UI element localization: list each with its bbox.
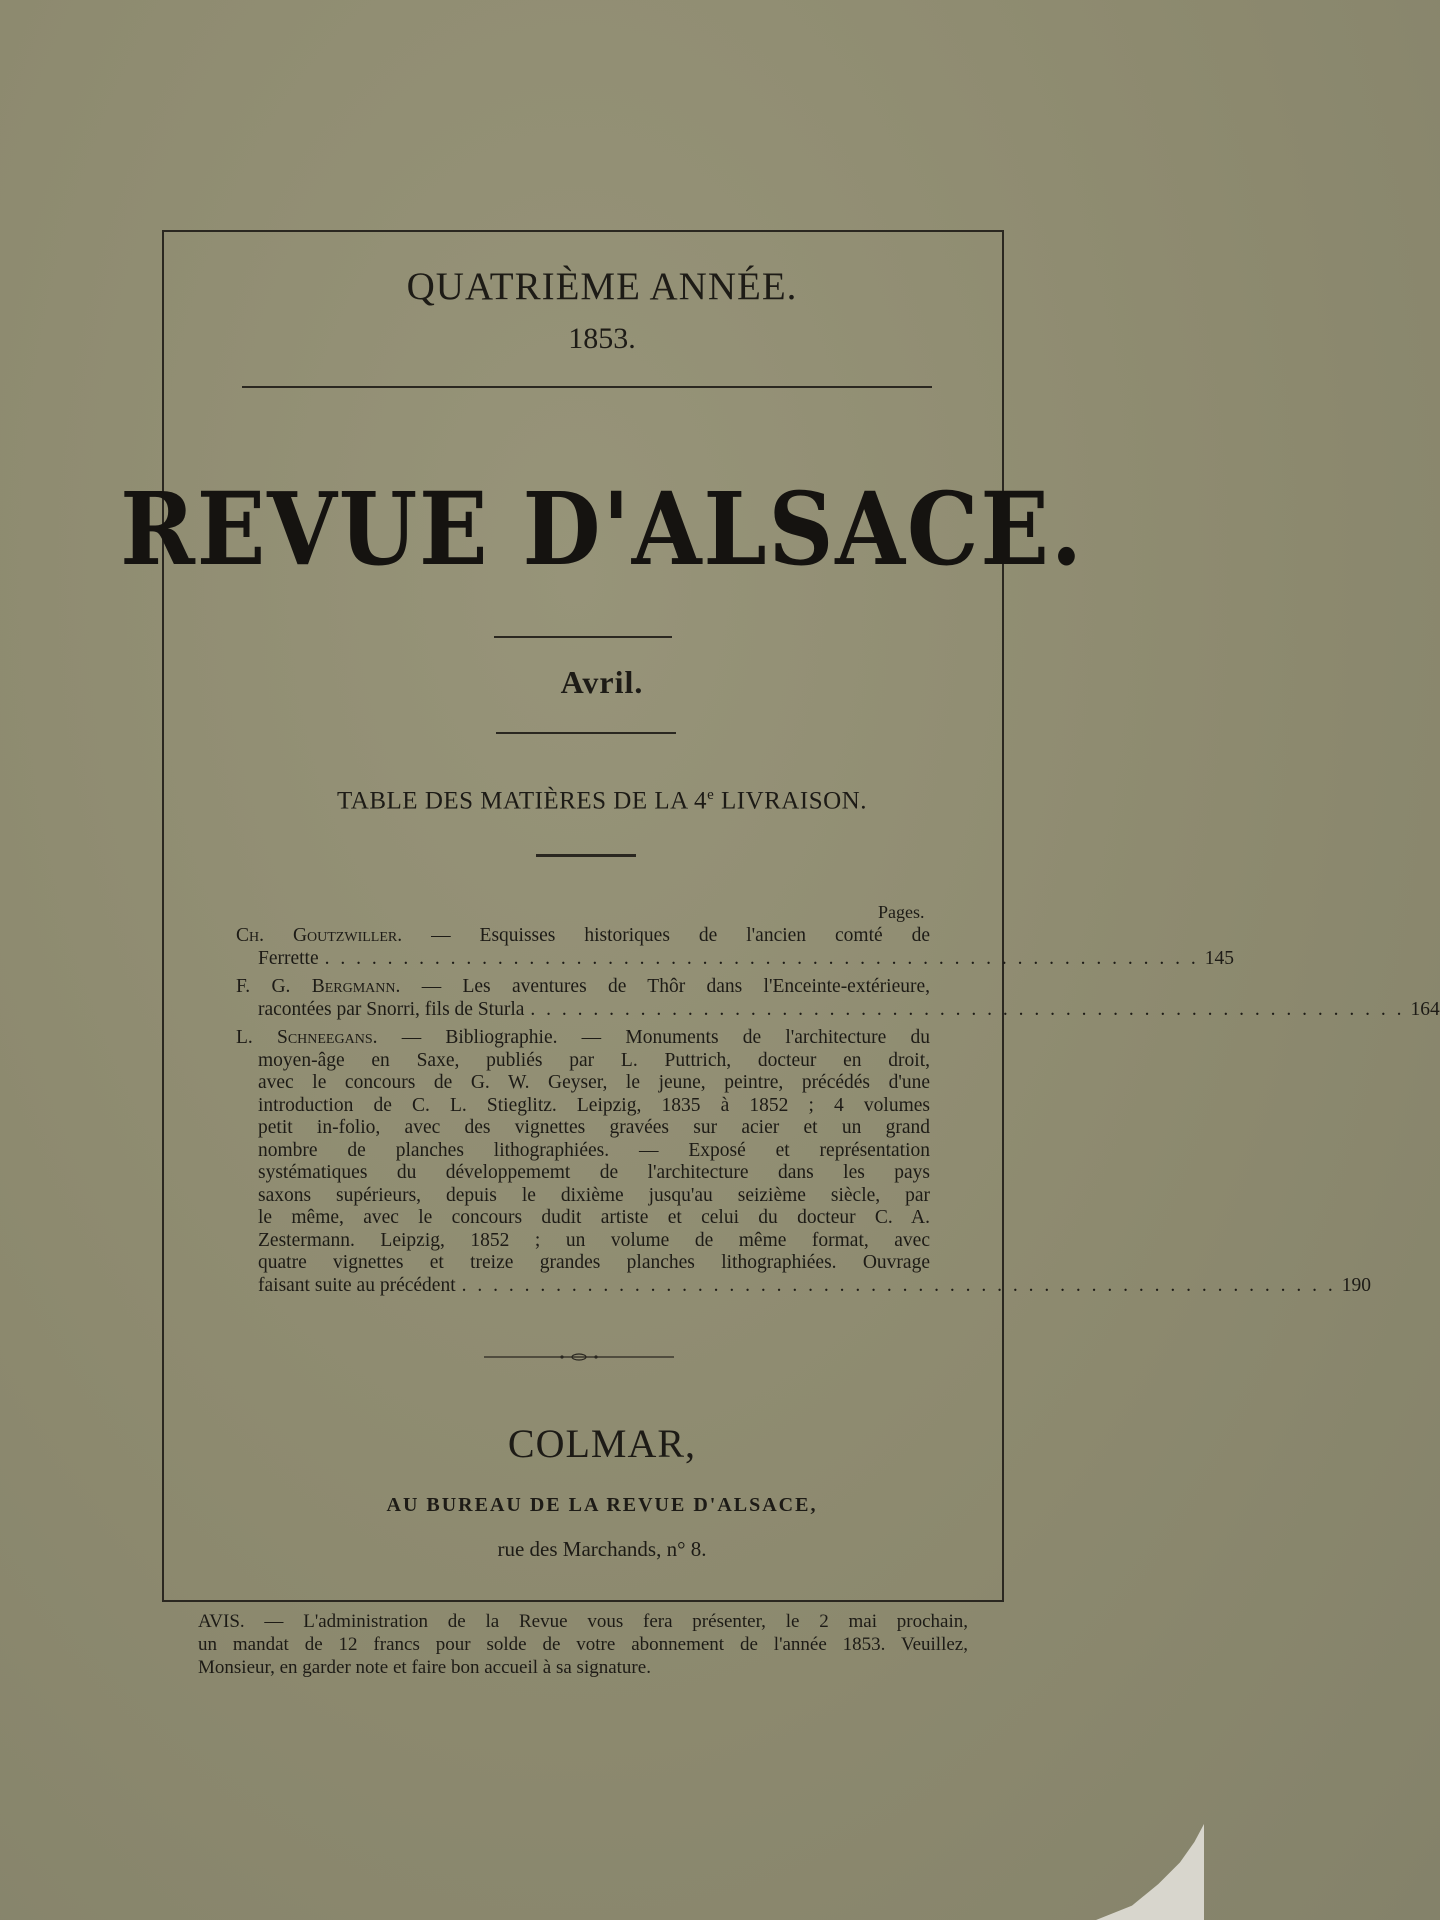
leader-dots: . . . . . . . . . . . . . . . . . . . . . . . . . . . . . . . . . . . . . . . . . . . . . . . . . . . . . . . .	[461, 1274, 1336, 1296]
toc-entry-author: L. Schneegans.	[236, 1027, 378, 1048]
toc-entry-text: — Les aventures de Thôr dans l'Enceinte-extérieure,	[421, 976, 931, 997]
toc-entry-text: le même, avec le concours dudit artiste et celui du docteur C. A.	[258, 1207, 930, 1228]
toc-entry	[236, 1027, 1371, 1297]
toc-entry-text: petit in-folio, avec des vignettes gravées sur acier et un grand	[258, 1117, 930, 1138]
imprint-street: rue des Marchands, n° 8.	[497, 1537, 707, 1561]
subscription-notice	[198, 1610, 968, 1679]
ornament-divider	[484, 1352, 674, 1362]
toc-entry-text: — Esquisses historiques de l'ancien comté de	[431, 925, 931, 946]
year: 1853.	[568, 322, 636, 355]
notice-line: AVIS. — L'administration de la Revue vous fera présenter, le 2 mai prochain,	[198, 1611, 968, 1632]
toc-entry-text: quatre vignettes et treize grandes planches lithographiées. Ouvrage	[258, 1252, 930, 1273]
toc-entry-page: 190	[1341, 1274, 1371, 1296]
toc-entry-text: racontées par Snorri, fils de Sturla	[258, 998, 525, 1020]
journal-title: REVUE D'ALSACE.	[120, 470, 1084, 588]
toc-entry-author: Ch. Goutzwiller.	[236, 925, 403, 946]
toc-entry-text: faisant suite au précédent	[258, 1274, 456, 1296]
toc-entry	[236, 976, 1440, 1021]
toc-entry-text: Ferrette	[258, 947, 319, 969]
divider-below-toc-heading	[536, 854, 636, 857]
divider-below-month	[496, 732, 676, 734]
torn-corner	[1084, 1800, 1204, 1920]
leader-dots: . . . . . . . . . . . . . . . . . . . . . . . . . . . . . . . . . . . . . . . . . . . . . . . . . . . . . . . .	[530, 998, 1405, 1020]
notice-line: Monsieur, en garder note et faire bon accueil à sa signature.	[198, 1657, 651, 1678]
divider-above-month	[494, 636, 672, 638]
toc-entry-page: 164	[1410, 998, 1440, 1020]
toc-heading: TABLE DES MATIÈRES DE LA 4e LIVRAISON.	[337, 787, 867, 815]
toc-entry-text: Zestermann. Leipzig, 1852 ; un volume de même format, avec	[258, 1229, 930, 1251]
year-title: QUATRIÈME ANNÉE.	[406, 265, 798, 308]
toc-entry	[236, 925, 1235, 970]
toc-entry-text: introduction de C. L. Stieglitz. Leipzig, 1835 à 1852 ; 4 volumes	[258, 1094, 930, 1116]
divider-top	[242, 386, 932, 388]
toc-entry-text: systématiques du développememt de l'architecture dans les pays	[258, 1162, 930, 1183]
toc-entry-text: saxons supérieurs, depuis le dixième jusqu'au seizième siècle, par	[258, 1184, 930, 1206]
toc-entry-author: F. G. Bergmann.	[236, 976, 401, 997]
table-of-contents	[236, 925, 1440, 1303]
imprint-city: COLMAR,	[507, 1421, 697, 1466]
toc-entry-page: 145	[1204, 947, 1235, 969]
imprint-bureau: AU BUREAU DE LA REVUE D'ALSACE,	[386, 1494, 818, 1516]
notice-line: un mandat de 12 francs pour solde de votre abonnement de l'année 1853. Veuillez,	[198, 1634, 968, 1655]
toc-entry-text: moyen-âge en Saxe, publiés par L. Puttrich, docteur en droit,	[258, 1049, 930, 1071]
leader-dots: . . . . . . . . . . . . . . . . . . . . . . . . . . . . . . . . . . . . . . . . . . . . . . . . . . . . . . . .	[324, 947, 1199, 969]
pages-column-label: Pages.	[878, 902, 925, 922]
toc-entry-text: avec le concours de G. W. Geyser, le jeune, peintre, précédés d'une	[258, 1072, 930, 1093]
toc-entry-text: — Bibliographie. — Monuments de l'architecture du	[401, 1027, 930, 1048]
issue-month: Avril.	[560, 664, 644, 700]
toc-entry-text: nombre de planches lithographiées. — Exposé et représentation	[258, 1139, 930, 1161]
